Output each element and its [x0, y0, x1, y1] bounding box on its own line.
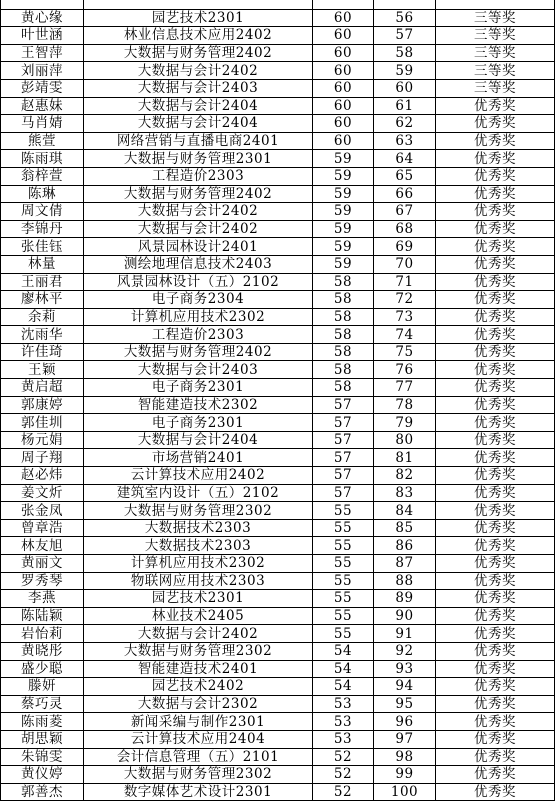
rank-cell: 63	[374, 132, 436, 150]
score-cell: 55	[313, 572, 374, 590]
score-cell: 54	[313, 678, 374, 696]
class-name-cell: 大数据与会计2402	[84, 62, 313, 80]
score-cell: 52	[313, 766, 374, 784]
table-row	[1, 431, 555, 449]
class-name-cell: 电子商务2301	[84, 414, 313, 432]
score-cell: 54	[313, 642, 374, 660]
table-row	[1, 396, 555, 414]
award-cell: 优秀奖	[436, 396, 555, 414]
rank-cell: 57	[374, 27, 436, 45]
score-cell: 55	[313, 607, 374, 625]
class-name-cell: 大数据与财务管理2302	[84, 642, 313, 660]
score-cell: 57	[313, 467, 374, 485]
table-row	[1, 9, 555, 27]
score-cell: 55	[313, 625, 374, 643]
award-cell: 优秀奖	[436, 343, 555, 361]
student-name-cell: 叶世涵	[1, 27, 84, 45]
score-cell: 59	[313, 150, 374, 168]
rank-cell: 100	[374, 783, 436, 801]
table-row	[1, 555, 555, 573]
rank-cell: 93	[374, 660, 436, 678]
score-cell: 60	[313, 27, 374, 45]
award-cell: 优秀奖	[436, 555, 555, 573]
student-name-cell: 李燕	[1, 590, 84, 608]
rank-cell: 75	[374, 343, 436, 361]
rank-cell: 71	[374, 273, 436, 291]
table-row	[1, 361, 555, 379]
class-name-cell	[84, 0, 313, 9]
class-name-cell: 大数据与会计2404	[84, 97, 313, 115]
class-name-cell: 工程造价2303	[84, 167, 313, 185]
award-cell: 优秀奖	[436, 537, 555, 555]
score-cell: 57	[313, 396, 374, 414]
rank-cell: 91	[374, 625, 436, 643]
student-name-cell: 陈雨琪	[1, 150, 84, 168]
rank-cell: 58	[374, 44, 436, 62]
table-row	[1, 660, 555, 678]
class-name-cell: 大数据与财务管理2402	[84, 44, 313, 62]
student-name-cell: 马肖婧	[1, 115, 84, 133]
award-cell: 优秀奖	[436, 484, 555, 502]
score-cell: 60	[313, 9, 374, 27]
table-row	[1, 255, 555, 273]
score-cell: 58	[313, 361, 374, 379]
rank-cell: 87	[374, 555, 436, 573]
score-cell: 60	[313, 115, 374, 133]
score-cell: 60	[313, 79, 374, 97]
table-row	[1, 291, 555, 309]
class-name-cell: 风景园林设计2401	[84, 238, 313, 256]
table-row	[1, 414, 555, 432]
rank-cell: 86	[374, 537, 436, 555]
score-cell: 60	[313, 44, 374, 62]
table-row	[1, 97, 555, 115]
award-cell: 优秀奖	[436, 766, 555, 784]
table-row	[1, 185, 555, 203]
student-name-cell: 林友旭	[1, 537, 84, 555]
table-row	[1, 79, 555, 97]
rank-cell: 88	[374, 572, 436, 590]
table-row	[1, 502, 555, 520]
student-name-cell: 岩怡莉	[1, 625, 84, 643]
student-name-cell: 许佳琦	[1, 343, 84, 361]
award-cell: 优秀奖	[436, 414, 555, 432]
student-name-cell: 蔡巧灵	[1, 695, 84, 713]
class-name-cell: 大数据与财务管理2402	[84, 185, 313, 203]
student-name-cell: 朱锦雯	[1, 748, 84, 766]
score-cell: 53	[313, 695, 374, 713]
class-name-cell: 工程造价2303	[84, 326, 313, 344]
student-name-cell: 陈陆颖	[1, 607, 84, 625]
student-name-cell: 曾章浩	[1, 519, 84, 537]
award-cell: 优秀奖	[436, 132, 555, 150]
table-row	[1, 115, 555, 133]
student-name-cell: 陈琳	[1, 185, 84, 203]
award-cell: 优秀奖	[436, 502, 555, 520]
score-cell: 57	[313, 431, 374, 449]
student-name-cell: 盛少聪	[1, 660, 84, 678]
student-name-cell: 李锦丹	[1, 220, 84, 238]
class-name-cell: 数字媒体艺术设计2301	[84, 783, 313, 801]
table-row	[1, 590, 555, 608]
student-name-cell: 王智萍	[1, 44, 84, 62]
score-cell: 53	[313, 713, 374, 731]
class-name-cell: 市场营销2401	[84, 449, 313, 467]
student-name-cell: 胡思颖	[1, 730, 84, 748]
award-cell: 优秀奖	[436, 220, 555, 238]
table-row	[1, 748, 555, 766]
table-row	[1, 642, 555, 660]
table-row	[1, 519, 555, 537]
score-cell: 58	[313, 343, 374, 361]
table-row	[1, 449, 555, 467]
student-name-cell: 黄心缘	[1, 9, 84, 27]
table-row	[1, 273, 555, 291]
table-row	[1, 484, 555, 502]
award-cell: 优秀奖	[436, 273, 555, 291]
class-name-cell: 云计算技术应用2404	[84, 730, 313, 748]
score-cell: 55	[313, 519, 374, 537]
rank-cell: 99	[374, 766, 436, 784]
table-row	[1, 766, 555, 784]
rank-cell: 61	[374, 97, 436, 115]
table-row	[1, 167, 555, 185]
class-name-cell: 物联网应用技术2303	[84, 572, 313, 590]
award-cell: 优秀奖	[436, 660, 555, 678]
award-cell: 三等奖	[436, 79, 555, 97]
rank-cell: 77	[374, 379, 436, 397]
student-name-cell: 黄晓彤	[1, 642, 84, 660]
student-name-cell: 罗秀琴	[1, 572, 84, 590]
table-row	[1, 379, 555, 397]
rank-cell: 95	[374, 695, 436, 713]
rank-cell: 98	[374, 748, 436, 766]
student-name-cell: 彭靖雯	[1, 79, 84, 97]
class-name-cell: 云计算技术应用2402	[84, 467, 313, 485]
student-name-cell: 廖林平	[1, 291, 84, 309]
rank-cell: 89	[374, 590, 436, 608]
score-cell: 59	[313, 255, 374, 273]
table-row	[1, 695, 555, 713]
class-name-cell: 测绘地理信息技术2403	[84, 255, 313, 273]
class-name-cell: 智能建造技术2302	[84, 396, 313, 414]
student-name-cell: 王丽君	[1, 273, 84, 291]
student-name-cell: 黄启超	[1, 379, 84, 397]
table-row	[1, 467, 555, 485]
award-cell: 优秀奖	[436, 449, 555, 467]
table-row	[1, 62, 555, 80]
rank-cell: 85	[374, 519, 436, 537]
award-cell: 优秀奖	[436, 695, 555, 713]
class-name-cell: 园艺技术2402	[84, 678, 313, 696]
class-name-cell: 大数据与财务管理2302	[84, 502, 313, 520]
rank-cell: 79	[374, 414, 436, 432]
class-name-cell: 大数据技术2303	[84, 519, 313, 537]
table-row	[1, 203, 555, 221]
score-cell: 60	[313, 97, 374, 115]
rank-cell: 90	[374, 607, 436, 625]
class-name-cell: 风景园林设计（五）2102	[84, 273, 313, 291]
class-name-cell: 电子商务2304	[84, 291, 313, 309]
student-name-cell: 张金凤	[1, 502, 84, 520]
award-cell: 优秀奖	[436, 431, 555, 449]
rank-cell: 68	[374, 220, 436, 238]
table-row	[1, 713, 555, 731]
rank-cell: 62	[374, 115, 436, 133]
rank-cell: 94	[374, 678, 436, 696]
award-cell: 优秀奖	[436, 238, 555, 256]
table-row	[1, 537, 555, 555]
award-cell: 优秀奖	[436, 115, 555, 133]
class-name-cell: 林业信息技术应用2402	[84, 27, 313, 45]
score-cell: 57	[313, 484, 374, 502]
table-row	[1, 44, 555, 62]
class-name-cell: 计算机应用技术2302	[84, 555, 313, 573]
student-name-cell: 熊萱	[1, 132, 84, 150]
award-cell: 三等奖	[436, 27, 555, 45]
class-name-cell: 建筑室内设计（五）2102	[84, 484, 313, 502]
class-name-cell: 大数据与财务管理2402	[84, 343, 313, 361]
class-name-cell: 新闻采编与制作2301	[84, 713, 313, 731]
student-name-cell: 张佳钰	[1, 238, 84, 256]
student-name-cell: 姜文炘	[1, 484, 84, 502]
table-row	[1, 678, 555, 696]
rank-cell: 69	[374, 238, 436, 256]
score-cell: 57	[313, 449, 374, 467]
rank-cell: 67	[374, 203, 436, 221]
award-cell: 优秀奖	[436, 713, 555, 731]
score-cell: 55	[313, 537, 374, 555]
score-cell: 59	[313, 167, 374, 185]
award-cell: 优秀奖	[436, 203, 555, 221]
award-cell: 优秀奖	[436, 167, 555, 185]
rank-cell: 84	[374, 502, 436, 520]
score-cell: 59	[313, 238, 374, 256]
class-name-cell: 大数据与财务管理2302	[84, 766, 313, 784]
award-cell	[436, 0, 555, 9]
class-name-cell: 大数据与会计2403	[84, 361, 313, 379]
award-cell: 优秀奖	[436, 748, 555, 766]
table-row	[1, 343, 555, 361]
table-row	[1, 308, 555, 326]
table-row	[1, 730, 555, 748]
student-name-cell: 黄仪婷	[1, 766, 84, 784]
score-cell: 59	[313, 203, 374, 221]
rank-cell: 96	[374, 713, 436, 731]
score-cell: 58	[313, 326, 374, 344]
class-name-cell: 大数据技术2303	[84, 537, 313, 555]
rank-cell: 78	[374, 396, 436, 414]
class-name-cell: 电子商务2301	[84, 379, 313, 397]
score-cell: 58	[313, 291, 374, 309]
score-cell: 60	[313, 132, 374, 150]
class-name-cell: 大数据与会计2402	[84, 203, 313, 221]
score-cell: 52	[313, 748, 374, 766]
table-row	[1, 220, 555, 238]
student-name-cell: 郭康婷	[1, 396, 84, 414]
rank-cell: 74	[374, 326, 436, 344]
table-row	[1, 326, 555, 344]
student-name-cell: 周文倩	[1, 203, 84, 221]
rank-cell: 59	[374, 62, 436, 80]
student-name-cell: 赵必炜	[1, 467, 84, 485]
table-row	[1, 625, 555, 643]
rank-cell: 70	[374, 255, 436, 273]
student-name-cell: 翁梓萱	[1, 167, 84, 185]
score-cell	[313, 0, 374, 9]
class-name-cell: 大数据与会计2302	[84, 695, 313, 713]
score-cell: 59	[313, 185, 374, 203]
award-cell: 优秀奖	[436, 379, 555, 397]
award-results-body	[1, 0, 555, 801]
rank-cell: 92	[374, 642, 436, 660]
rank-cell: 72	[374, 291, 436, 309]
award-cell: 优秀奖	[436, 572, 555, 590]
award-cell: 三等奖	[436, 9, 555, 27]
award-cell: 优秀奖	[436, 783, 555, 801]
student-name-cell: 黄丽文	[1, 555, 84, 573]
student-name-cell: 林量	[1, 255, 84, 273]
rank-cell: 73	[374, 308, 436, 326]
award-cell: 优秀奖	[436, 291, 555, 309]
table-row	[1, 607, 555, 625]
score-cell: 58	[313, 273, 374, 291]
award-cell: 优秀奖	[436, 326, 555, 344]
student-name-cell: 余莉	[1, 308, 84, 326]
score-cell: 53	[313, 730, 374, 748]
award-cell: 优秀奖	[436, 467, 555, 485]
student-name-cell: 沈雨华	[1, 326, 84, 344]
rank-cell: 64	[374, 150, 436, 168]
award-cell: 优秀奖	[436, 308, 555, 326]
class-name-cell: 林业技术2405	[84, 607, 313, 625]
score-cell: 54	[313, 660, 374, 678]
rank-cell: 66	[374, 185, 436, 203]
award-cell: 优秀奖	[436, 590, 555, 608]
class-name-cell: 计算机应用技术2302	[84, 308, 313, 326]
score-cell: 58	[313, 379, 374, 397]
rank-cell: 60	[374, 79, 436, 97]
score-cell: 60	[313, 62, 374, 80]
score-cell: 59	[313, 220, 374, 238]
class-name-cell: 网络营销与直播电商2401	[84, 132, 313, 150]
class-name-cell: 大数据与会计2403	[84, 79, 313, 97]
award-cell: 三等奖	[436, 62, 555, 80]
class-name-cell: 园艺技术2301	[84, 9, 313, 27]
rank-cell: 76	[374, 361, 436, 379]
score-cell: 52	[313, 783, 374, 801]
class-name-cell: 大数据与会计2402	[84, 220, 313, 238]
score-cell: 55	[313, 555, 374, 573]
student-name-cell: 郭善杰	[1, 783, 84, 801]
table-row	[1, 0, 555, 9]
table-row	[1, 132, 555, 150]
student-name-cell: 郭佳圳	[1, 414, 84, 432]
table-row	[1, 238, 555, 256]
rank-cell	[374, 0, 436, 9]
score-cell: 55	[313, 502, 374, 520]
award-cell: 优秀奖	[436, 607, 555, 625]
award-cell: 优秀奖	[436, 255, 555, 273]
rank-cell: 65	[374, 167, 436, 185]
student-name-cell	[1, 0, 84, 9]
student-name-cell: 刘丽萍	[1, 62, 84, 80]
award-cell: 优秀奖	[436, 642, 555, 660]
student-name-cell: 陈雨菱	[1, 713, 84, 731]
rank-cell: 83	[374, 484, 436, 502]
class-name-cell: 大数据与会计2404	[84, 431, 313, 449]
table-row	[1, 783, 555, 801]
student-name-cell: 周子翔	[1, 449, 84, 467]
award-cell: 优秀奖	[436, 361, 555, 379]
award-cell: 优秀奖	[436, 519, 555, 537]
award-cell: 优秀奖	[436, 185, 555, 203]
class-name-cell: 园艺技术2301	[84, 590, 313, 608]
student-name-cell: 滕妍	[1, 678, 84, 696]
class-name-cell: 智能建造技术2401	[84, 660, 313, 678]
score-cell: 57	[313, 414, 374, 432]
class-name-cell: 大数据与财务管理2301	[84, 150, 313, 168]
award-cell: 优秀奖	[436, 97, 555, 115]
score-cell: 58	[313, 308, 374, 326]
class-name-cell: 大数据与会计2404	[84, 115, 313, 133]
score-cell: 55	[313, 590, 374, 608]
student-name-cell: 王颖	[1, 361, 84, 379]
student-name-cell: 杨元娟	[1, 431, 84, 449]
rank-cell: 97	[374, 730, 436, 748]
table-row	[1, 27, 555, 45]
award-cell: 优秀奖	[436, 625, 555, 643]
rank-cell: 82	[374, 467, 436, 485]
rank-cell: 80	[374, 431, 436, 449]
award-cell: 优秀奖	[436, 730, 555, 748]
table-row	[1, 572, 555, 590]
class-name-cell: 大数据与会计2402	[84, 625, 313, 643]
table-row	[1, 150, 555, 168]
rank-cell: 81	[374, 449, 436, 467]
award-cell: 三等奖	[436, 44, 555, 62]
student-name-cell: 赵惠妹	[1, 97, 84, 115]
rank-cell: 56	[374, 9, 436, 27]
award-cell: 优秀奖	[436, 678, 555, 696]
award-cell: 优秀奖	[436, 150, 555, 168]
class-name-cell: 会计信息管理（五）2101	[84, 748, 313, 766]
